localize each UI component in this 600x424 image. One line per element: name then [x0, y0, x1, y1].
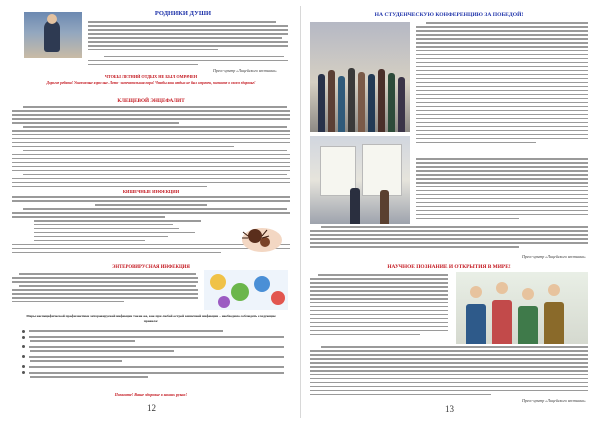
conference-text-full	[310, 226, 588, 254]
summer-rest-heading: ЧТОБЫ ЛЕТНИЙ ОТДЫХ НЕ БЫЛ ОМРАЧЕН	[104, 74, 198, 79]
summer-rest-intro: Дорогие ребята! Уважаемые взрослые. Лето- замечательная пора! Чтобы ваш отдых не был омрачен, помните о своем здоровье!	[46, 81, 256, 85]
prevention-list	[22, 328, 284, 390]
exhibition-photo	[310, 136, 410, 224]
conference-text-column-2	[416, 158, 588, 224]
enterovirus-text	[12, 273, 198, 313]
encephalitis-text	[12, 106, 290, 190]
discoveries-title: НАУЧНОЕ ПОЗНАНИЕ И ОТКРЫТИЯ В МИРЕ!	[387, 264, 511, 270]
rodniki-signature: Пресс-центр «Лицейского вестника»	[213, 68, 277, 73]
right-page	[306, 8, 592, 412]
closing-slogan: Помните! Ваше здоровье в ваших руках!	[114, 392, 188, 397]
rodniki-text	[88, 21, 288, 67]
discoveries-text-full	[310, 346, 588, 398]
page-spread-divider	[300, 6, 301, 418]
enterovirus-illustration	[204, 270, 288, 310]
conference-photo	[310, 22, 410, 132]
intestinal-heading: КИШЕЧНЫЕ ИНФЕКЦИИ	[122, 189, 180, 194]
rodniki-photo	[24, 12, 82, 58]
discoveries-text-left	[310, 274, 448, 344]
encephalitis-heading: КЛЕЩЕВОЙ ЭНЦЕФАЛИТ	[117, 98, 185, 104]
conference-title: НА СТУДЕНЧЕСКУЮ КОНФЕРЕНЦИЮ ЗА ПОБЕДОЙ!	[374, 12, 524, 18]
discoveries-signature: Пресс-центр «Лицейского вестника»	[522, 398, 586, 403]
page-number-left: 12	[147, 403, 156, 413]
rodniki-title: РОДНИКИ ДУШИ	[154, 10, 212, 17]
left-page	[8, 8, 294, 412]
page-number-right: 13	[445, 404, 454, 414]
discoveries-photo	[456, 272, 588, 344]
enterovirus-heading: ЭНТЕРОВИРУСНАЯ ИНФЕКЦИЯ	[112, 265, 190, 270]
tick-sticker-icon	[240, 222, 284, 254]
conference-text-column	[416, 22, 588, 156]
conference-signature: Пресс-центр «Лицейского вестника»	[522, 254, 586, 259]
prevention-heading: Меры неспецифической профилактики энтеровирусной инфекции такие же, как при любой острой кишечной инфекции – необходимо соблюдать следующие правила:	[26, 314, 276, 323]
